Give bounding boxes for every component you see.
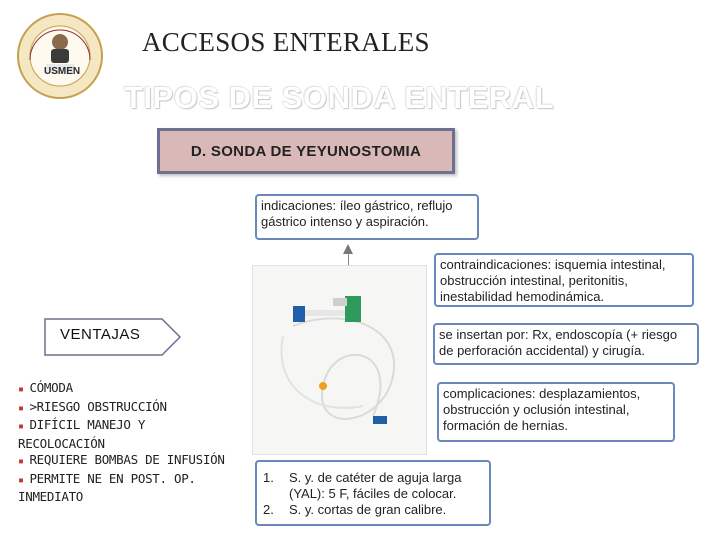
section-heading-box [157,128,455,174]
list-item [263,502,483,518]
ventajas-list [18,380,233,506]
list-text: PERMITE NE EN POST. OP. INMEDIATO [18,470,196,504]
list-text: REQUIERE BOMBAS DE INFUSIÓN [29,452,225,467]
bullet-icon: ▪ [18,474,30,486]
list-text: S. y. de catéter de aguja larga (YAL): 5 F, fáciles de colocar. [289,470,462,501]
list-item [263,470,483,502]
logo-text: USMEN [44,66,81,77]
feeding-tube-photo [252,265,427,455]
bullet-icon: ▪ [18,384,30,395]
section-heading: D. SONDA DE YEYUNOSTOMIA [190,142,422,160]
tipos-callout [255,460,491,526]
list-number: 2. [263,502,274,517]
feeding-tube-illustration [253,266,428,456]
list-item [18,452,233,471]
complicaciones-callout: complicaciones: desplazamientos, obstrucción y oclusión intestinal, formación de hernias. [437,382,675,442]
bullet-icon: ▪ [18,421,30,432]
list-text: DIFÍCIL MANEJO Y RECOLOCACIÓN [18,417,146,451]
list-text: S. y. cortas de gran calibre. [289,502,447,517]
indicaciones-callout: indicaciones: íleo gástrico, reflujo gástrico intenso y aspiración. [255,194,479,240]
list-text: >RIESGO OBSTRUCCIÓN [29,398,167,414]
slide-title: ACCESOS ENTERALES [142,27,430,57]
usmen-logo [16,12,104,100]
list-item [18,471,233,506]
bullet-icon: ▪ [18,402,30,414]
list-number: 1. [263,470,274,485]
insercion-callout: se insertan por: Rx, endoscopía (+ riesgo de perforación accidental) y cirugía. [433,323,699,365]
slide-subtitle: TIPOS DE SONDA ENTERAL [124,80,555,115]
contraindicaciones-callout: contraindicaciones: isquemia intestinal, obstrucción intestinal, peritonitis, inestabilidad hemodinámica. [434,253,694,307]
bullet-icon: ▪ [18,456,30,467]
list-text: CÓMODA [29,380,73,395]
list-item [18,380,233,399]
list-item [18,399,233,418]
list-item [18,417,233,452]
ventajas-label: VENTAJAS [60,326,141,343]
up-arrow-icon [343,244,353,254]
tipos-list [263,470,483,518]
